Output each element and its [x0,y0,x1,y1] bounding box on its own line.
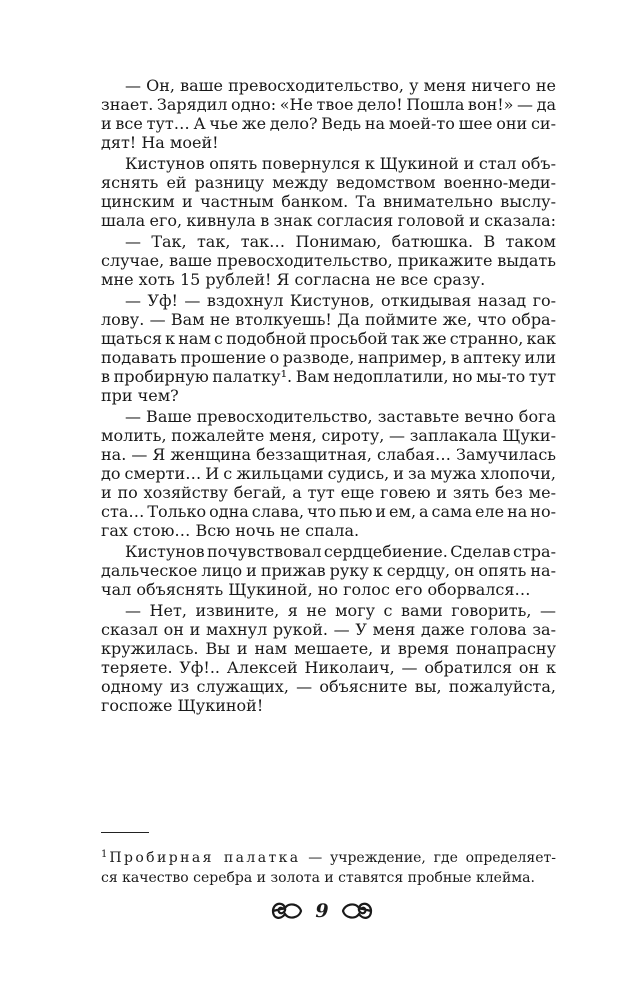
paragraph [101,407,556,540]
text-line: до смерти… И с жильцами судись, и за мужа хлопочи, [101,464,556,483]
footnote-line [101,845,556,868]
text-line: при чем? [101,386,179,405]
ornament-right-icon [339,898,375,924]
footnote [101,845,556,888]
text-line: цинским и частным банком. Та внимательно выслу- [101,192,556,211]
text-line: кружилась. Вы и нам мешаете, и время понапрасну [101,639,556,658]
text-line: яснять ей разницу между ведомством военно-меди- [101,173,556,192]
text-line: лову. — Вам не втолкуешь! Да поймите же, что обра- [101,310,556,329]
text-line: гах стою… Всю ночь не спала. [101,521,360,540]
text-line: шала его, кивнула в знак согласия головой и сказала: [101,211,556,230]
text-line: одному из служащих, — объясните вы, пожалуйста, [101,677,556,696]
text-line: сказал он и махнул рукой. — У меня даже голова за- [101,620,556,639]
paragraph [101,542,556,599]
text-line: Кистунов почувствовал сердцебиение. Сделав стра- [125,542,556,561]
footnote-line: ся качество серебра и золота и ставятся пробные клейма. [101,870,535,886]
text-line: случае, ваше превосходительство, прикажите выдать [101,251,556,270]
text-line: и все тут… А чье же дело? Ведь на моей-то шее они си- [101,114,556,133]
text-line: знает. Зарядил одно: «Не твое дело! Пошла вон!» — да [101,95,556,114]
page-number: 9 [315,900,329,922]
text-line: на. — Я женщина беззащитная, слабая… Замучилась [101,445,556,464]
text-line: — Он, ваше превосходительство, у меня ничего не [125,76,556,95]
paragraph [101,76,556,152]
text-line: — Так, так, так… Понимаю, батюшка. В таком [125,232,556,251]
text-line: Кистунов опять повернулся к Щукиной и стал объ- [125,154,556,173]
footnote-definition: — учреждение, где определяет- [300,850,556,866]
text-line: подавать прошение о разводе, например, в аптеку или [101,348,556,367]
ornament-left-icon [269,898,305,924]
paragraph [101,601,556,715]
paragraph [101,291,556,405]
footnote-term: Пробирная палатка [109,850,301,866]
text-line: дальческое лицо и прижав руку к сердцу, он опять на- [101,561,556,580]
text-line: дят! На моей! [101,133,219,152]
footnote-marker: 1 [101,849,108,860]
text-line: госпоже Щукиной! [101,696,264,715]
text-line: — Нет, извините, я не могу с вами говорить, — [125,601,556,620]
text-line: щаться к нам с подобной просьбой так же странно, как [101,329,556,348]
page-footer [0,896,644,926]
text-line: молить, пожалейте меня, сироту, — заплакала Щуки- [101,426,556,445]
paragraph [101,154,556,230]
paragraph [101,232,556,289]
footnote-rule [101,832,149,833]
text-line: теряете. Уф!.. Алексей Николаич, — обратился он к [101,658,556,677]
text-line: — Уф! — вздохнул Кистунов, откидывая назад го- [125,291,556,310]
text-line: чал объяснять Щукиной, но голос его оборвался… [101,580,531,599]
text-line: и по хозяйству бегай, а тут еще говею и зять без ме- [101,483,556,502]
text-line: — Ваше превосходительство, заставьте вечно бога [125,407,556,426]
text-line: ста… Только одна слава, что пью и ем, а сама еле на но- [101,502,556,521]
main-text [101,76,556,717]
text-line: в пробирную палатку¹. Вам недоплатили, но мы-то тут [101,367,556,386]
text-line: мне хоть 15 рублей! Я согласна не все сразу. [101,270,486,289]
